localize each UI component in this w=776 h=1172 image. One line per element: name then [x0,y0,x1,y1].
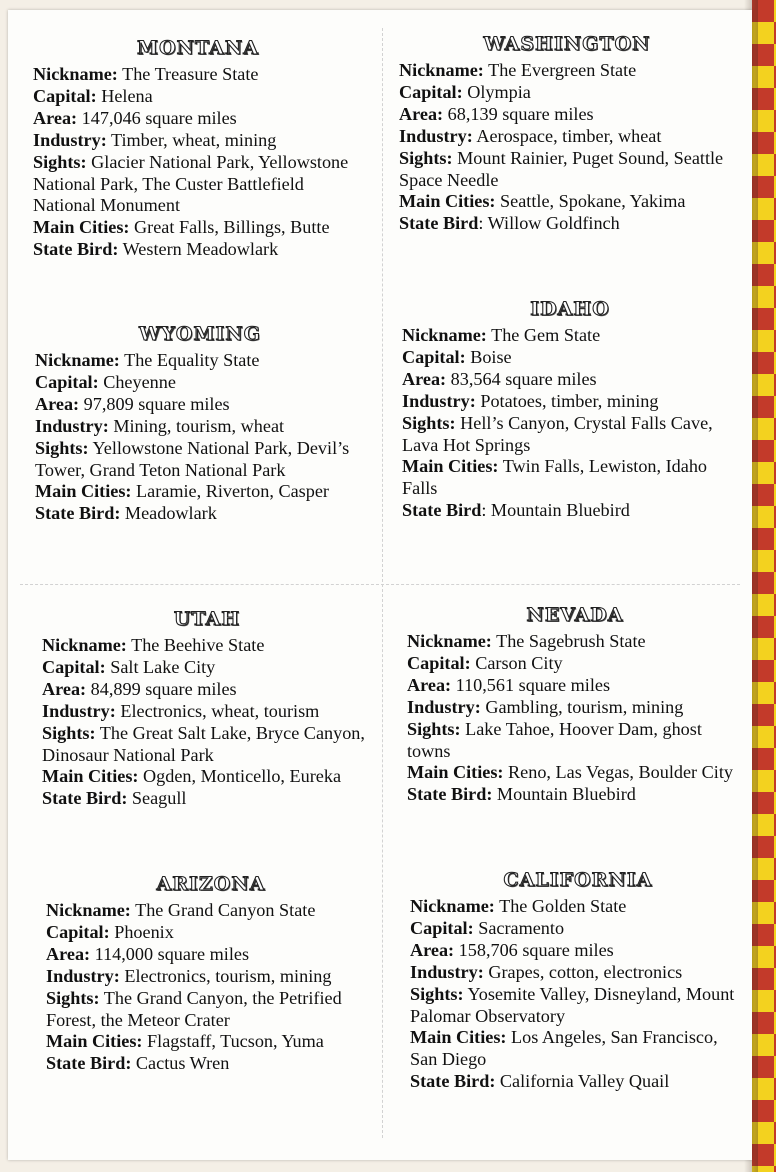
capital-row [407,653,743,675]
industry-row [35,416,365,438]
main-cities-label: Main Cities: [407,762,504,783]
area-row [46,944,376,966]
industry-row [399,126,735,148]
nickname-label: Nickname: [46,900,131,920]
sights-label: Sights: [410,983,464,1004]
state-bird-row [407,784,743,806]
nickname-value: The Gem State [491,325,601,345]
state-card-wyoming [35,323,365,525]
sights-row [42,723,372,767]
area-row [399,104,735,126]
industry-label: Industry: [42,700,116,721]
area-label: Area: [407,674,452,695]
state-bird-row [46,1053,376,1075]
state-title: UTAH [173,608,241,630]
capital-row [399,82,735,104]
nickname-value: The Sagebrush State [496,631,646,651]
sights-value: Yellowstone National Park, Devil’s Tower, Grand Teton National Park [35,437,350,480]
main-cities-label: Main Cities: [402,456,499,477]
state-bird-label: State Bird: [46,1053,132,1074]
sights-value: Hell’s Canyon, Crystal Falls Cave, Lava Hot Springs [402,412,713,455]
sights-value: Lake Tahoe, Hoover Dam, ghost towns [407,718,702,761]
nickname-value: The Evergreen State [488,60,637,80]
state-bird-value: Cactus Wren [135,1053,230,1074]
state-title: MONTANA [137,37,259,59]
state-bird-row [42,788,372,810]
state-bird-label: State Bird: [407,784,493,805]
nickname-value: The Beehive State [131,635,265,655]
industry-value: Gambling, tourism, mining [485,696,684,717]
main-cities-value: Great Falls, Billings, Butte [134,217,330,238]
state-bird-row [33,239,363,261]
main-cities-row [42,766,372,788]
sights-label: Sights: [402,412,456,433]
capital-label: Capital: [33,85,97,106]
state-bird-value: : Mountain Bluebird [481,500,630,521]
sights-value: The Grand Canyon, the Petrified Forest, the Meteor Crater [46,987,342,1030]
nickname-row [46,900,376,922]
nickname-value: The Grand Canyon State [135,900,316,920]
capital-row [410,918,746,940]
nickname-row [410,896,746,918]
area-label: Area: [410,939,455,960]
industry-row [402,391,738,413]
state-bird-value: Mountain Bluebird [496,784,636,805]
sights-label: Sights: [33,151,87,172]
nickname-label: Nickname: [410,896,495,916]
area-label: Area: [46,943,91,964]
capital-value: Salt Lake City [110,656,216,677]
area-label: Area: [35,393,80,414]
area-label: Area: [33,107,78,128]
area-row [33,108,363,130]
area-label: Area: [402,368,447,389]
capital-value: Helena [101,85,153,106]
nickname-value: The Golden State [499,896,627,916]
state-card-montana [33,37,363,261]
state-bird-row [410,1071,746,1093]
capital-label: Capital: [399,81,463,102]
capital-value: Cheyenne [103,371,176,392]
industry-label: Industry: [33,129,107,150]
capital-label: Capital: [402,346,466,367]
industry-label: Industry: [35,415,109,436]
industry-row [407,697,743,719]
nickname-row [35,350,365,372]
sights-label: Sights: [407,718,461,739]
state-card-arizona [46,873,376,1075]
sights-value: The Great Salt Lake, Bryce Canyon, Dinosaur National Park [42,722,365,765]
sights-label: Sights: [399,147,453,168]
industry-row [46,966,376,988]
sights-label: Sights: [35,437,89,458]
industry-value: Aerospace, timber, wheat [476,125,662,146]
area-value: 147,046 square miles [81,107,237,128]
area-value: 84,899 square miles [90,678,237,699]
state-bird-value: Meadowlark [124,503,217,524]
main-cities-label: Main Cities: [399,191,496,212]
area-row [402,369,738,391]
capital-row [46,922,376,944]
nickname-label: Nickname: [407,631,492,651]
main-cities-label: Main Cities: [410,1027,507,1048]
area-value: 97,809 square miles [83,393,230,414]
main-cities-row [399,191,735,213]
capital-row [42,657,372,679]
capital-value: Boise [470,346,512,367]
area-row [35,394,365,416]
nickname-row [402,325,738,347]
nickname-value: The Treasure State [122,64,259,84]
main-cities-value: Ogden, Monticello, Eureka [143,766,342,787]
main-cities-row [402,456,738,500]
state-bird-label: State Bird [399,213,479,234]
state-bird-row [402,500,738,522]
sights-row [33,152,363,218]
industry-label: Industry: [46,965,120,986]
state-bird-label: State Bird: [35,503,121,524]
industry-value: Mining, tourism, wheat [113,415,285,436]
main-cities-row [46,1031,376,1053]
industry-label: Industry: [410,961,484,982]
vertical-cut-line [382,28,383,1138]
state-bird-label: State Bird: [33,239,119,260]
state-title: WASHINGTON [483,33,651,55]
capital-label: Capital: [410,917,474,938]
sights-row [35,438,365,482]
area-value: 68,139 square miles [447,103,594,124]
main-cities-label: Main Cities: [35,481,132,502]
sights-label: Sights: [42,722,96,743]
capital-label: Capital: [46,921,110,942]
area-value: 114,000 square miles [94,943,250,964]
industry-label: Industry: [399,125,473,146]
main-cities-label: Main Cities: [42,766,139,787]
capital-label: Capital: [42,656,106,677]
capital-value: Phoenix [114,921,174,942]
state-bird-value: : Willow Goldfinch [478,213,620,234]
main-cities-value: Laramie, Riverton, Casper [136,481,329,502]
industry-value: Grapes, cotton, electronics [488,961,683,982]
state-card-utah [42,608,372,810]
state-bird-row [399,213,735,235]
industry-row [33,130,363,152]
area-value: 158,706 square miles [458,939,614,960]
industry-row [42,701,372,723]
state-bird-label: State Bird [402,500,482,521]
area-row [407,675,743,697]
sights-row [46,988,376,1032]
sights-value: Mount Rainier, Puget Sound, Seattle Space Needle [399,147,724,190]
main-cities-value: Los Angeles, San Francisco, San Diego [410,1027,718,1070]
state-title: CALIFORNIA [503,869,653,891]
state-bird-row [35,503,365,525]
sights-row [410,984,746,1028]
nickname-label: Nickname: [399,60,484,80]
state-title: NEVADA [526,604,624,626]
area-value: 83,564 square miles [450,368,597,389]
state-bird-value: Seagull [131,788,187,809]
capital-row [33,86,363,108]
nickname-row [42,635,372,657]
state-title: ARIZONA [156,873,266,895]
horizontal-cut-line [20,584,740,585]
industry-value: Timber, wheat, mining [111,129,277,150]
capital-value: Olympia [467,81,531,102]
state-title: WYOMING [139,323,261,345]
nickname-label: Nickname: [35,350,120,370]
nickname-value: The Equality State [124,350,260,370]
capital-row [35,372,365,394]
state-bird-label: State Bird: [42,788,128,809]
sights-row [402,413,738,457]
nickname-label: Nickname: [402,325,487,345]
industry-row [410,962,746,984]
main-cities-value: Flagstaff, Tucson, Yuma [147,1031,324,1052]
area-value: 110,561 square miles [455,674,611,695]
industry-label: Industry: [407,696,481,717]
main-cities-value: Twin Falls, Lewiston, Idaho Falls [402,456,708,499]
sights-value: Yosemite Valley, Disneyland, Mount Palomar Observatory [410,983,735,1026]
sights-row [407,719,743,763]
area-row [42,679,372,701]
industry-label: Industry: [402,390,476,411]
state-title: IDAHO [530,298,610,320]
nickname-row [407,631,743,653]
state-card-california [410,869,746,1093]
main-cities-value: Seattle, Spokane, Yakima [500,191,686,212]
capital-value: Carson City [475,652,563,673]
capital-label: Capital: [407,652,471,673]
sights-row [399,148,735,192]
state-bird-label: State Bird: [410,1071,496,1092]
main-cities-row [410,1027,746,1071]
state-bird-value: Western Meadowlark [122,239,279,260]
sights-value: Glacier National Park, Yellowstone National Park, The Custer Battlefield National Monument [33,151,349,216]
capital-value: Sacramento [478,917,565,938]
state-bird-value: California Valley Quail [499,1071,670,1092]
main-cities-label: Main Cities: [46,1031,143,1052]
nickname-row [33,64,363,86]
main-cities-label: Main Cities: [33,217,130,238]
main-cities-value: Reno, Las Vegas, Boulder City [508,762,733,783]
state-card-idaho [402,298,738,522]
area-label: Area: [42,678,87,699]
main-cities-row [33,217,363,239]
area-label: Area: [399,103,444,124]
sights-label: Sights: [46,987,100,1008]
state-card-washington [399,33,735,235]
state-card-nevada [407,604,743,806]
nickname-row [399,60,735,82]
industry-value: Electronics, tourism, mining [124,965,332,986]
industry-value: Electronics, wheat, tourism [120,700,320,721]
capital-row [402,347,738,369]
capital-label: Capital: [35,371,99,392]
main-cities-row [407,762,743,784]
area-row [410,940,746,962]
nickname-label: Nickname: [33,64,118,84]
main-cities-row [35,481,365,503]
nickname-label: Nickname: [42,635,127,655]
industry-value: Potatoes, timber, mining [480,390,659,411]
